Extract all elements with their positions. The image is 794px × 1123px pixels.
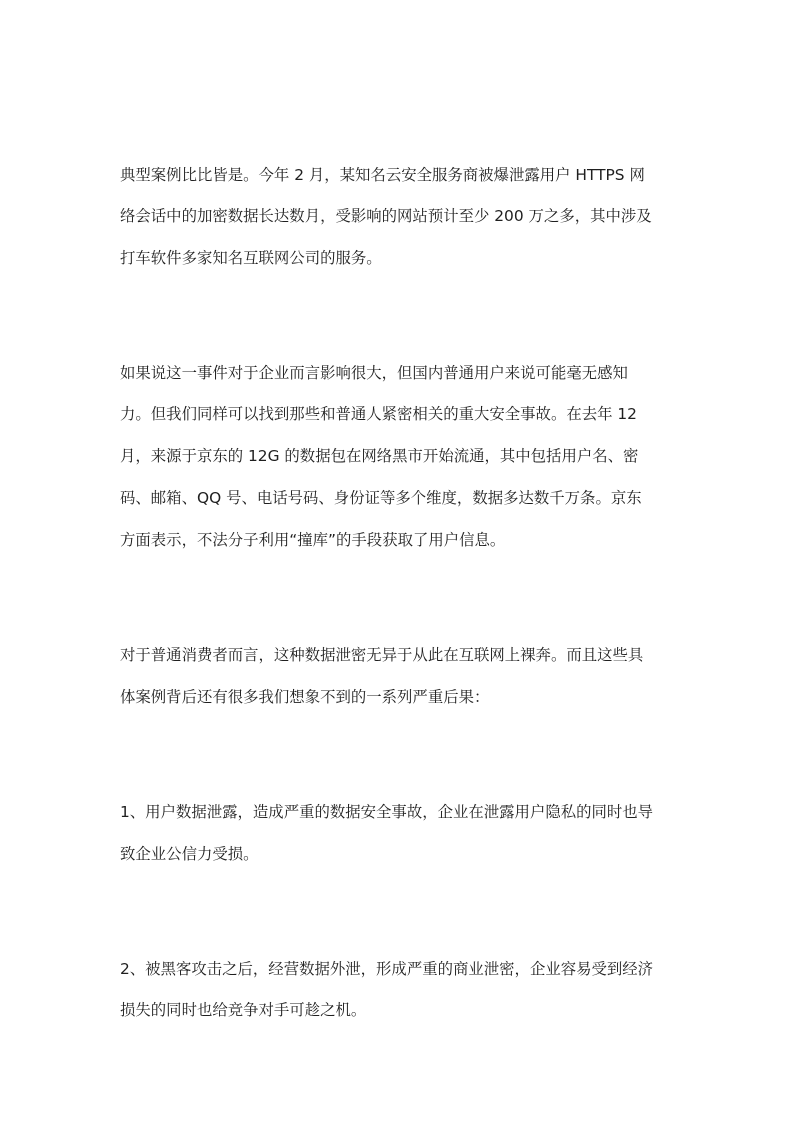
paragraph-5-line-2: 损失的同时也给竞争对手可趁之机。 <box>120 1001 367 1019</box>
paragraph-2-line-2: 力。但我们同样可以找到那些和普通人紧密相关的重大安全事故。在去年 12 <box>120 405 637 423</box>
paragraph-4-line-1: 1、用户数据泄露，造成严重的数据安全事故，企业在泄露用户隐私的同时也导 <box>120 803 654 821</box>
paragraph-2-line-3: 月，来源于京东的 12G 的数据包在网络黑市开始流通，其中包括用户名、密 <box>120 447 639 465</box>
paragraph-2-line-4: 码、邮箱、QQ 号、电话号码、身份证等多个维度，数据多达数千万条。京东 <box>120 489 642 507</box>
paragraph-1-line-1: 典型案例比比皆是。今年 2 月，某知名云安全服务商被爆泄露用户 HTTPS 网 <box>120 166 645 184</box>
paragraph-1-line-2: 络会话中的加密数据长达数月，受影响的网站预计至少 200 万之多，其中涉及 <box>120 207 652 225</box>
paragraph-2-line-1: 如果说这一事件对于企业而言影响很大，但国内普通用户来说可能毫无感知 <box>120 364 628 382</box>
paragraph-3-line-2: 体案例背后还有很多我们想象不到的一系列严重后果： <box>120 688 490 706</box>
paragraph-2-line-5: 方面表示，不法分子利用“撞库”的手段获取了用户信息。 <box>120 531 506 549</box>
paragraph-1-line-3: 打车软件多家知名互联网公司的服务。 <box>120 249 382 267</box>
paragraph-4-line-2: 致企业公信力受损。 <box>120 845 259 863</box>
paragraph-5-line-1: 2、被黑客攻击之后，经营数据外泄，形成严重的商业泄密，企业容易受到经济 <box>120 960 654 978</box>
paragraph-3-line-1: 对于普通消费者而言，这种数据泄密无异于从此在互联网上裸奔。而且这些具 <box>120 646 644 664</box>
